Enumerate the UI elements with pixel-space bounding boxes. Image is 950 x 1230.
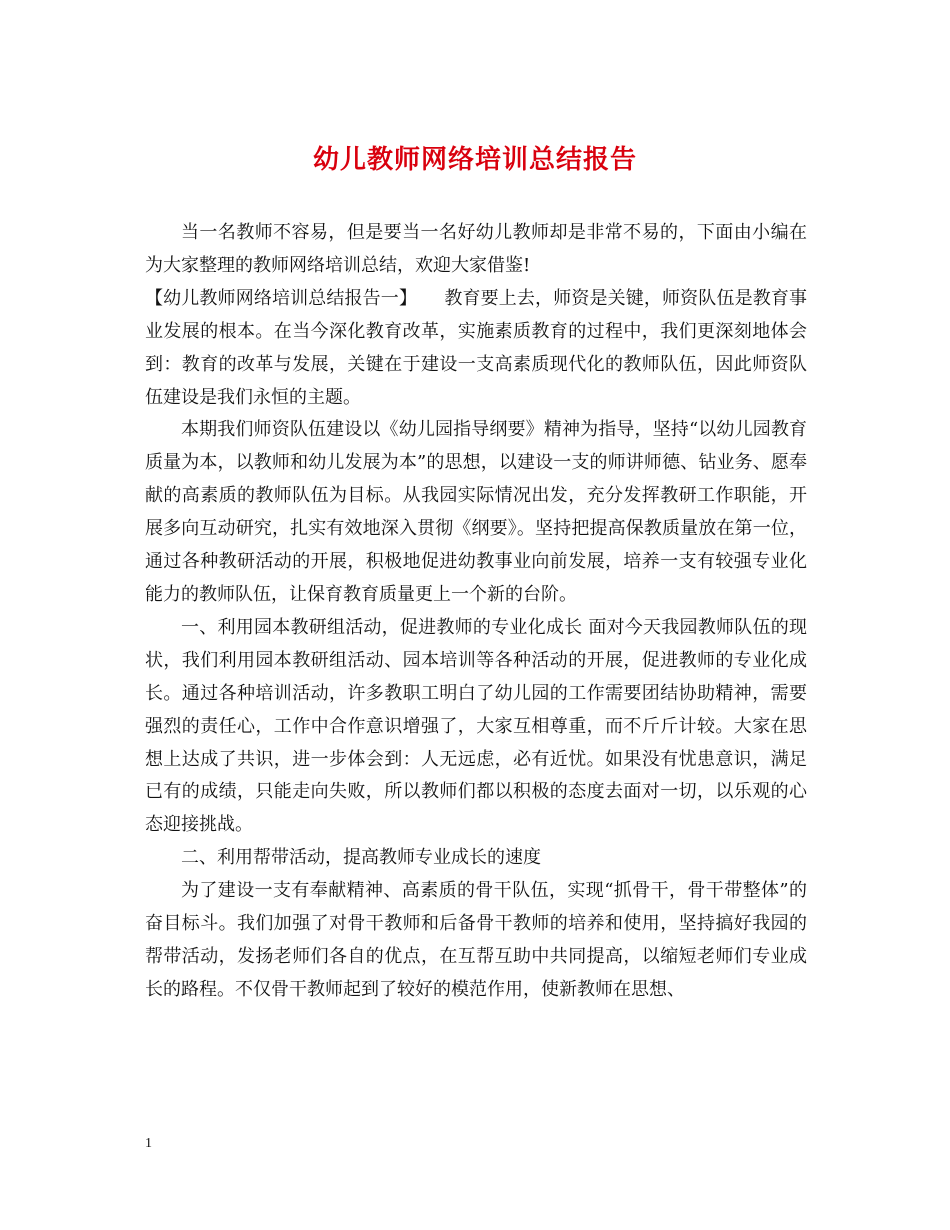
paragraph-section-two-heading: 二、利用帮带活动，提高教师专业成长的速度 bbox=[181, 847, 541, 869]
page-number: 1 bbox=[145, 1136, 152, 1151]
paragraph-intro: 当一名教师不容易，但是要当一名好幼儿教师却是非常不易的，下面由小编在为大家整理的教师网络培训总结，欢迎大家借鉴! bbox=[145, 222, 807, 276]
paragraph-report-one: 【幼儿教师网络培训总结报告一】 教育要上去，师资是关键，师资队伍是教育事业发展的根本。在当今深化教育改革，实施素质教育的过程中，我们更深刻地体会到：教育的改革与发展，关键在于建设一支高素质现代化的教师队伍，因此师资队伍建设是我们永恒的主题。 bbox=[145, 287, 807, 408]
document-body bbox=[145, 217, 807, 1007]
document-title: 幼儿教师网络培训总结报告 bbox=[312, 145, 637, 175]
paragraph-section-one: 一、利用园本教研组活动，促进教师的专业化成长 面对今天我园教师队伍的现状，我们利用园本教研组活动、园本培训等各种活动的开展，促进教师的专业化成长。通过各种培训活动，许多教职工明白了幼儿园的工作需要团结协助精神，需要强烈的责任心，工作中合作意识增强了，大家互相尊重，而不斤斤计较。大家在思想上达成了共识，进一步体会到：人无远虑，必有近忧。如果没有忧患意识，满足已有的成绩，只能走向失败，所以教师们都以积极的态度去面对一切，以乐观的心态迎接挑战。 bbox=[145, 616, 807, 836]
paragraph-team-building: 本期我们师资队伍建设以《幼儿园指导纲要》精神为指导，坚持“以幼儿园教育质量为本，以教师和幼儿发展为本”的思想，以建设一支的师讲师德、钻业务、愿奉献的高素质的教师队伍为目标。从我园实际情况出发，充分发挥教研工作职能，开展多向互动研究，扎实有效地深入贯彻《纲要》。坚持把提高保教质量放在第一位，通过各种教研活动的开展，积极地促进幼教事业向前发展，培养一支有较强专业化能力的教师队伍，让保育教育质量更上一个新的台阶。 bbox=[145, 419, 807, 605]
paragraph-section-two-body: 为了建设一支有奉献精神、高素质的骨干队伍，实现“抓骨干，骨干带整体”的奋目标斗。我们加强了对骨干教师和后备骨干教师的培养和使用，坚持搞好我园的帮带活动，发扬老师们各自的优点，在互帮互助中共同提高，以缩短老师们专业成长的路程。不仅骨干教师起到了较好的模范作用，使新教师在思想、 bbox=[145, 880, 807, 1000]
